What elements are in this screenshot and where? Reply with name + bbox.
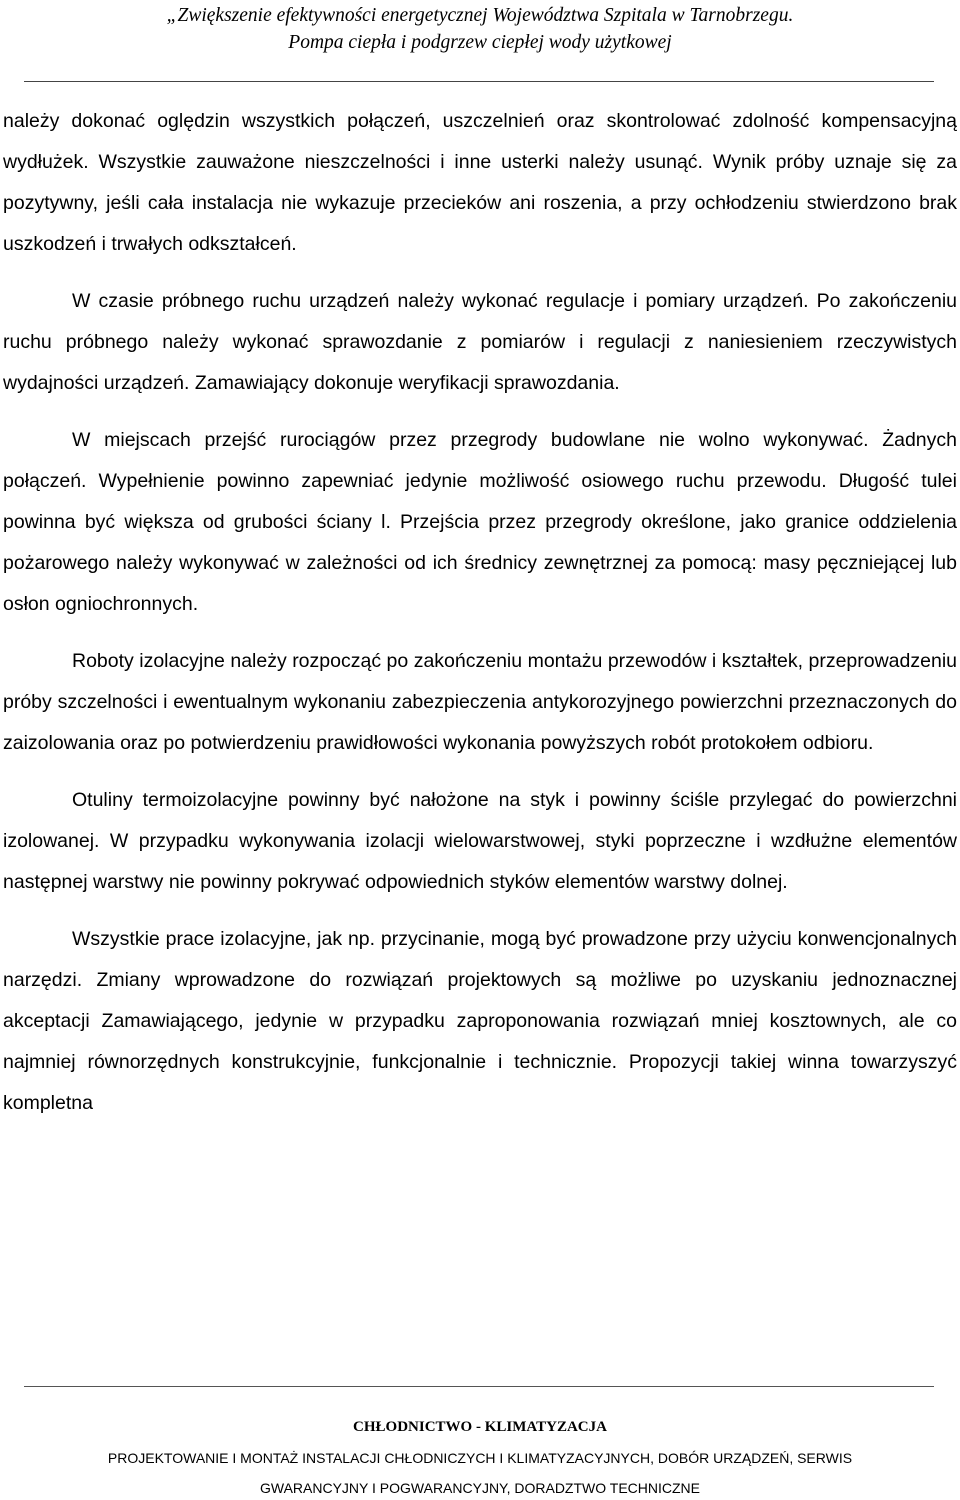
paragraph-insulation-works — [3, 641, 957, 764]
paragraph-text: W miejscach przejść rurociągów przez przegrody budowlane nie wolno wykonywać. Żadnych połączeń. Wypełnienie powinno zapewniać jedynie możliwość osiowego ruchu przewodu. Długość tulei powinna być większa od grubości ściany l. Przejścia przez przegrody określone, jako granice oddzielenia pożarowego należy wykonywać w zależności od ich średnicy zewnętrznej za pomocą: masy pęczniejącej lub osłon ogniochronnych. — [3, 429, 957, 615]
paragraph-trial-run — [3, 281, 957, 404]
paragraph-text: Otuliny termoizolacyjne powinny być nałożone na styk i powinny ściśle przylegać do powierzchni izolowanej. W przypadku wykonywania izolacji wielowarstwowej, styki poprzeczne i wzdłużne elementów następnej warstwy nie powinny pokrywać odpowiednich styków elementów warstwy dolnej. — [3, 789, 957, 893]
paragraph-thermal-sleeves — [3, 780, 957, 903]
paragraph-pipe-penetrations — [3, 420, 957, 625]
header-divider — [24, 81, 934, 82]
paragraph-leak-test: należy dokonać oględzin wszystkich połączeń, uszczelnień oraz skontrolować zdolność kompensacyjną wydłużek. Wszystkie zauważone nieszczelności i inne usterki należy usunąć. Wynik próby uznaje się za pozytywny, jeśli cała instalacja nie wykazuje przecieków ani roszenia, a przy ochłodzeniu stwierdzono brak uszkodzeń i trwałych odkształceń. — [3, 110, 957, 255]
footer-company-title: CHŁODNICTWO - KLIMATYZACJA — [353, 1419, 607, 1435]
footer-divider — [24, 1386, 934, 1387]
footer-services-line-2: GWARANCYJNY I POGWARANCYJNY, DORADZTWO TECHNICZNE — [260, 1480, 700, 1496]
paragraph-insulation-tools — [3, 919, 957, 1124]
header-project-subtitle: Pompa ciepła i podgrzew ciepłej wody użytkowej — [288, 32, 672, 53]
page-header — [0, 2, 960, 56]
paragraph-text: Roboty izolacyjne należy rozpocząć po zakończeniu montażu przewodów i kształtek, przeprowadzeniu próby szczelności i ewentualnym wykonaniu zabezpieczenia antykorozyjnego powierzchni przeznaczonych do zaizolowania oraz po potwierdzeniu prawidłowości wykonania powyższych robót protokołem odbioru. — [3, 650, 957, 754]
header-project-title: „Zwiększenie efektywności energetycznej Województwa Szpitala w Tarnobrzegu. — [166, 5, 794, 26]
paragraph-text: Wszystkie prace izolacyjne, jak np. przycinanie, mogą być prowadzone przy użyciu konwencjonalnych narzędzi. Zmiany wprowadzone do rozwiązań projektowych są możliwe po uzyskaniu jednoznacznej akceptacji Zamawiającego, jedynie w przypadku zaproponowania rozwiązań mniej kosztownych, ale co najmniej równorzędnych konstrukcyjnie, funkcjonalnie i technicznie. Propozycji takiej winna towarzyszyć kompletna — [3, 928, 957, 1114]
footer-services-line-1: PROJEKTOWANIE I MONTAŻ INSTALACJI CHŁODNICZYCH I KLIMATYZACYJNYCH, DOBÓR URZĄDZEŃ, SERWIS — [107, 1450, 853, 1466]
paragraph-text: W czasie próbnego ruchu urządzeń należy wykonać regulacje i pomiary urządzeń. Po zakończeniu ruchu próbnego należy wykonać sprawozdanie z pomiarów i regulacji z naniesieniem rzeczywistych wydajności urządzeń. Zamawiający dokonuje weryfikacji sprawozdania. — [3, 290, 957, 394]
document-body — [3, 101, 957, 1124]
